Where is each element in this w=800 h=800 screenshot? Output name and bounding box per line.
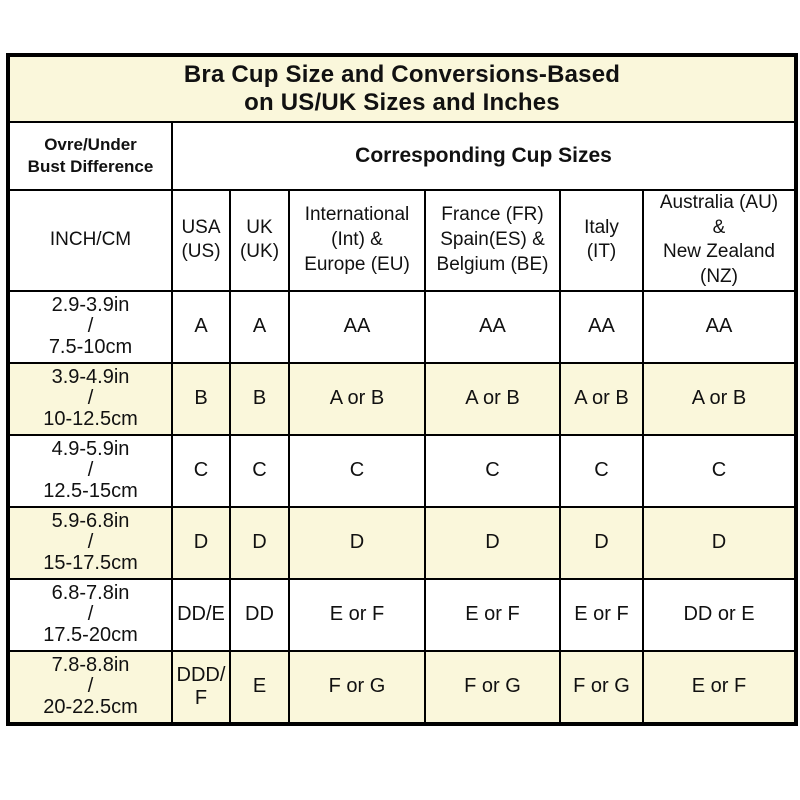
cup-size-cell-italy: E or F xyxy=(560,579,643,651)
cup-size-cell-usa: A xyxy=(172,291,230,363)
bust-difference-range xyxy=(8,291,172,363)
column-header-australia-nz: Australia (AU) & New Zealand (NZ) xyxy=(643,190,796,291)
range-separator: / xyxy=(87,459,94,482)
cup-size-cell-uk: B xyxy=(230,363,289,435)
cup-size-cell-fr-es-be: D xyxy=(425,507,560,579)
range-inches: 4.9-5.9in xyxy=(51,438,130,461)
cup-size-cell-uk: DD xyxy=(230,579,289,651)
cup-size-cell-uk: C xyxy=(230,435,289,507)
range-separator: / xyxy=(87,531,94,554)
column-header-france-spain-belgium: France (FR) Spain(ES) & Belgium (BE) xyxy=(425,190,560,291)
range-separator: / xyxy=(87,387,94,410)
cup-size-cell-usa: DDD/F xyxy=(172,651,230,724)
cup-size-cell-au-nz: C xyxy=(643,435,796,507)
cup-size-cell-italy: AA xyxy=(560,291,643,363)
bust-difference-range xyxy=(8,579,172,651)
range-cm: 20-22.5cm xyxy=(43,696,138,719)
cup-size-cell-int-eu: A or B xyxy=(289,363,425,435)
range-cm: 7.5-10cm xyxy=(48,336,133,359)
group-header-row xyxy=(8,122,796,190)
range-inches: 6.8-7.8in xyxy=(51,582,130,605)
title-line-2: on US/UK Sizes and Inches xyxy=(244,89,560,116)
range-separator: / xyxy=(87,603,94,626)
cup-size-cell-fr-es-be: E or F xyxy=(425,579,560,651)
corresponding-cup-sizes-header: Corresponding Cup Sizes xyxy=(172,122,796,190)
cup-size-cell-fr-es-be: C xyxy=(425,435,560,507)
range-cm: 17.5-20cm xyxy=(43,624,138,647)
title-line-1: Bra Cup Size and Conversions-Based xyxy=(183,60,621,88)
table-row xyxy=(8,363,796,435)
table-row xyxy=(8,291,796,363)
cup-size-cell-int-eu: C xyxy=(289,435,425,507)
column-header-usa: USA (US) xyxy=(172,190,230,291)
cup-size-cell-au-nz: DD or E xyxy=(643,579,796,651)
cup-size-cell-au-nz: D xyxy=(643,507,796,579)
cup-size-cell-italy: C xyxy=(560,435,643,507)
range-separator: / xyxy=(87,675,94,698)
title-row xyxy=(8,55,796,122)
range-cm: 15-17.5cm xyxy=(43,552,138,575)
bust-difference-line-2: Bust Difference xyxy=(27,157,154,176)
cup-size-cell-usa: DD/E xyxy=(172,579,230,651)
range-cm: 12.5-15cm xyxy=(43,480,138,503)
cup-size-cell-uk: E xyxy=(230,651,289,724)
cup-size-cell-italy: A or B xyxy=(560,363,643,435)
bust-difference-header xyxy=(8,122,172,190)
cup-size-cell-au-nz: AA xyxy=(643,291,796,363)
bust-difference-range xyxy=(8,363,172,435)
bra-size-conversion-table xyxy=(6,53,798,726)
range-inches: 5.9-6.8in xyxy=(51,510,130,533)
cup-size-cell-au-nz: E or F xyxy=(643,651,796,724)
cup-size-cell-usa: B xyxy=(172,363,230,435)
cup-size-cell-usa: D xyxy=(172,507,230,579)
cup-size-cell-int-eu: E or F xyxy=(289,579,425,651)
cup-size-cell-int-eu: F or G xyxy=(289,651,425,724)
cup-size-cell-uk: A xyxy=(230,291,289,363)
cup-size-cell-au-nz: A or B xyxy=(643,363,796,435)
range-inches: 2.9-3.9in xyxy=(51,294,130,317)
bust-difference-range xyxy=(8,651,172,724)
cup-size-cell-fr-es-be: F or G xyxy=(425,651,560,724)
range-separator: / xyxy=(87,315,94,338)
cup-size-cell-usa: C xyxy=(172,435,230,507)
cup-size-cell-italy: F or G xyxy=(560,651,643,724)
cup-size-cell-int-eu: D xyxy=(289,507,425,579)
column-header-international-europe: International (Int) & Europe (EU) xyxy=(289,190,425,291)
column-header-italy: Italy (IT) xyxy=(560,190,643,291)
bust-difference-line-1: Ovre/Under xyxy=(44,134,137,154)
range-inches: 7.8-8.8in xyxy=(51,654,130,677)
table-row xyxy=(8,507,796,579)
cup-size-cell-fr-es-be: AA xyxy=(425,291,560,363)
table-row xyxy=(8,651,796,724)
column-header-inch-cm: INCH/CM xyxy=(8,190,172,291)
cup-size-cell-italy: D xyxy=(560,507,643,579)
page-title xyxy=(8,55,796,122)
table-row xyxy=(8,579,796,651)
column-header-uk: UK (UK) xyxy=(230,190,289,291)
cup-size-cell-uk: D xyxy=(230,507,289,579)
bust-difference-range xyxy=(8,507,172,579)
cup-size-cell-int-eu: AA xyxy=(289,291,425,363)
cup-size-cell-fr-es-be: A or B xyxy=(425,363,560,435)
range-cm: 10-12.5cm xyxy=(43,408,138,431)
bust-difference-range xyxy=(8,435,172,507)
range-inches: 3.9-4.9in xyxy=(51,366,130,389)
table-row xyxy=(8,435,796,507)
column-header-row xyxy=(8,190,796,291)
